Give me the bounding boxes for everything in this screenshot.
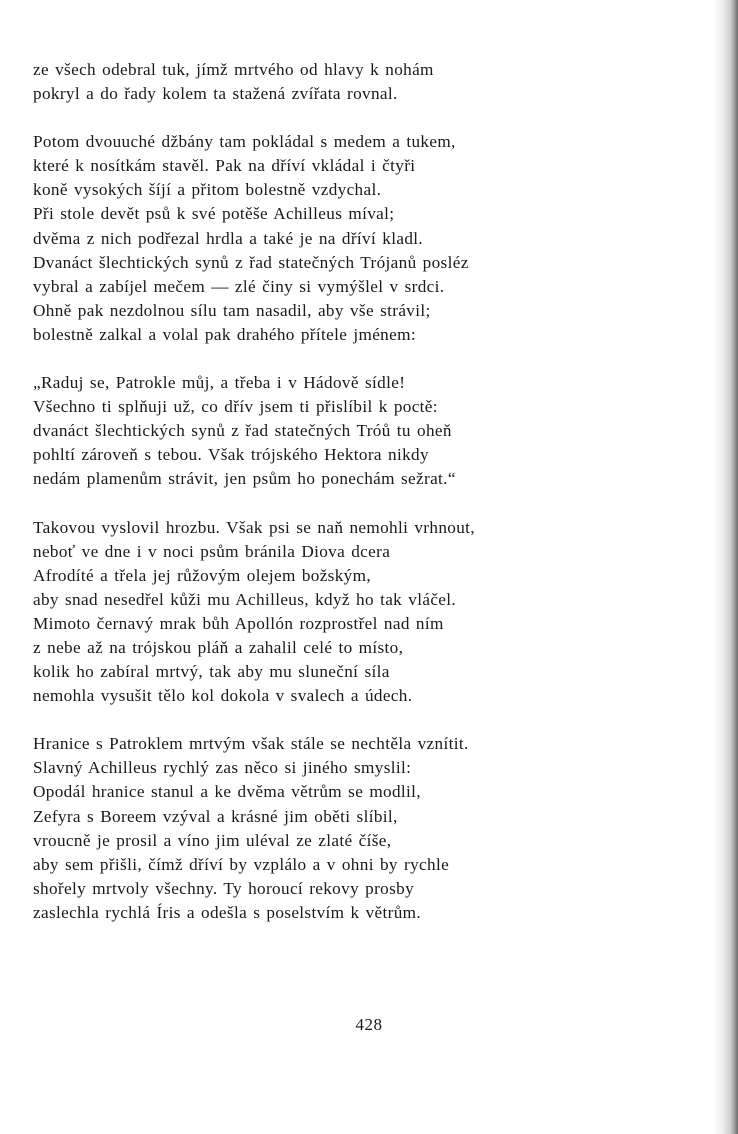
verse-line: Potom dvouuché džbány tam pokládal s medem a tukem, bbox=[33, 132, 456, 152]
verse-line: aby snad nesedřel kůži mu Achilleus, když ho tak vláčel. bbox=[33, 589, 457, 609]
stanza-2 bbox=[33, 130, 693, 347]
verse-line: „Raduj se, Patrokle můj, a třeba i v Hádově sídle! bbox=[33, 373, 406, 393]
page-number: 428 bbox=[355, 1015, 383, 1034]
verse-line: nemohla vysušit tělo kol dokola v svalech a údech. bbox=[33, 686, 413, 706]
verse-line: Při stole devět psů k své potěše Achilleus míval; bbox=[33, 204, 395, 224]
verse-line: kolik ho zabíral mrtvý, tak aby mu sluneční síla bbox=[33, 662, 390, 682]
verse-line: Hranice s Patroklem mrtvým však stále se nechtěla vznítit. bbox=[33, 734, 469, 754]
verse-line: Mimoto černavý mrak bůh Apollón rozprostřel nad ním bbox=[33, 613, 444, 633]
verse-line: Dvanáct šlechtických synů z řad statečných Trójanů posléz bbox=[33, 252, 469, 272]
verse-line: Opodál hranice stanul a ke dvěma větrům se modlil, bbox=[33, 782, 421, 802]
page-edge-shadow bbox=[712, 0, 738, 1134]
verse-line: Takovou vyslovil hrozbu. Však psi se naň nemohli vrhnout, bbox=[33, 517, 475, 537]
verse-line: dvanáct šlechtických synů z řad statečných Tróů tu oheň bbox=[33, 421, 452, 441]
verse-line: shořely mrtvoly všechny. Ty horoucí rekovy prosby bbox=[33, 878, 415, 898]
verse-line: Všechno ti splňuji už, co dřív jsem ti přislíbil k poctě: bbox=[33, 397, 438, 417]
stanza-5 bbox=[33, 732, 693, 925]
verse-line: ze všech odebral tuk, jímž mrtvého od hlavy k nohám bbox=[33, 60, 434, 79]
verse-line: vybral a zabíjel mečem — zlé činy si vymýšlel v srdci. bbox=[33, 276, 445, 296]
verse-line: Slavný Achilleus rychlý zas něco si jiného smyslil: bbox=[33, 758, 412, 778]
stanza-4 bbox=[33, 516, 693, 709]
verse-line: z nebe až na trójskou pláň a zahalil celé to místo, bbox=[33, 637, 404, 657]
verse-line: Afrodíté a třela jej růžovým olejem božským, bbox=[33, 565, 371, 585]
verse-line: neboť ve dne i v noci psům bránila Diova dcera bbox=[33, 541, 391, 561]
stanza-3 bbox=[33, 371, 693, 491]
verse-line: Zefyra s Boreem vzýval a krásné jim oběti slíbil, bbox=[33, 806, 398, 826]
verse-line: aby sem přišli, čímž dříví by vzplálo a v ohni by rychle bbox=[33, 854, 450, 874]
verse-line: zaslechla rychlá Íris a odešla s poselstvím k větrům. bbox=[33, 902, 422, 922]
verse-line: pokryl a do řady kolem ta stažená zvířata rovnal. bbox=[33, 84, 398, 104]
stanza-1 bbox=[33, 58, 693, 106]
verse-line: které k nosítkám stavěl. Pak na dříví vkládal i čtyři bbox=[33, 156, 416, 176]
verse-line: vroucně je prosil a víno jim uléval ze zlaté číše, bbox=[33, 830, 392, 850]
verse-line: nedám plamenům strávit, jen psům ho ponechám sežrat.“ bbox=[33, 469, 456, 489]
verse-line: Ohně pak nezdolnou sílu tam nasadil, aby vše strávil; bbox=[33, 300, 431, 320]
verse-line: pohltí zároveň s tebou. Však trójského Hektora nikdy bbox=[33, 445, 429, 465]
verse-line: dvěma z nich podřezal hrdla a také je na dříví kladl. bbox=[33, 228, 424, 248]
verse-line: koně vysokých šíjí a přitom bolestně vzdychal. bbox=[33, 180, 382, 200]
poem-text bbox=[33, 58, 693, 949]
verse-line: bolestně zalkal a volal pak drahého přítele jménem: bbox=[33, 324, 416, 344]
